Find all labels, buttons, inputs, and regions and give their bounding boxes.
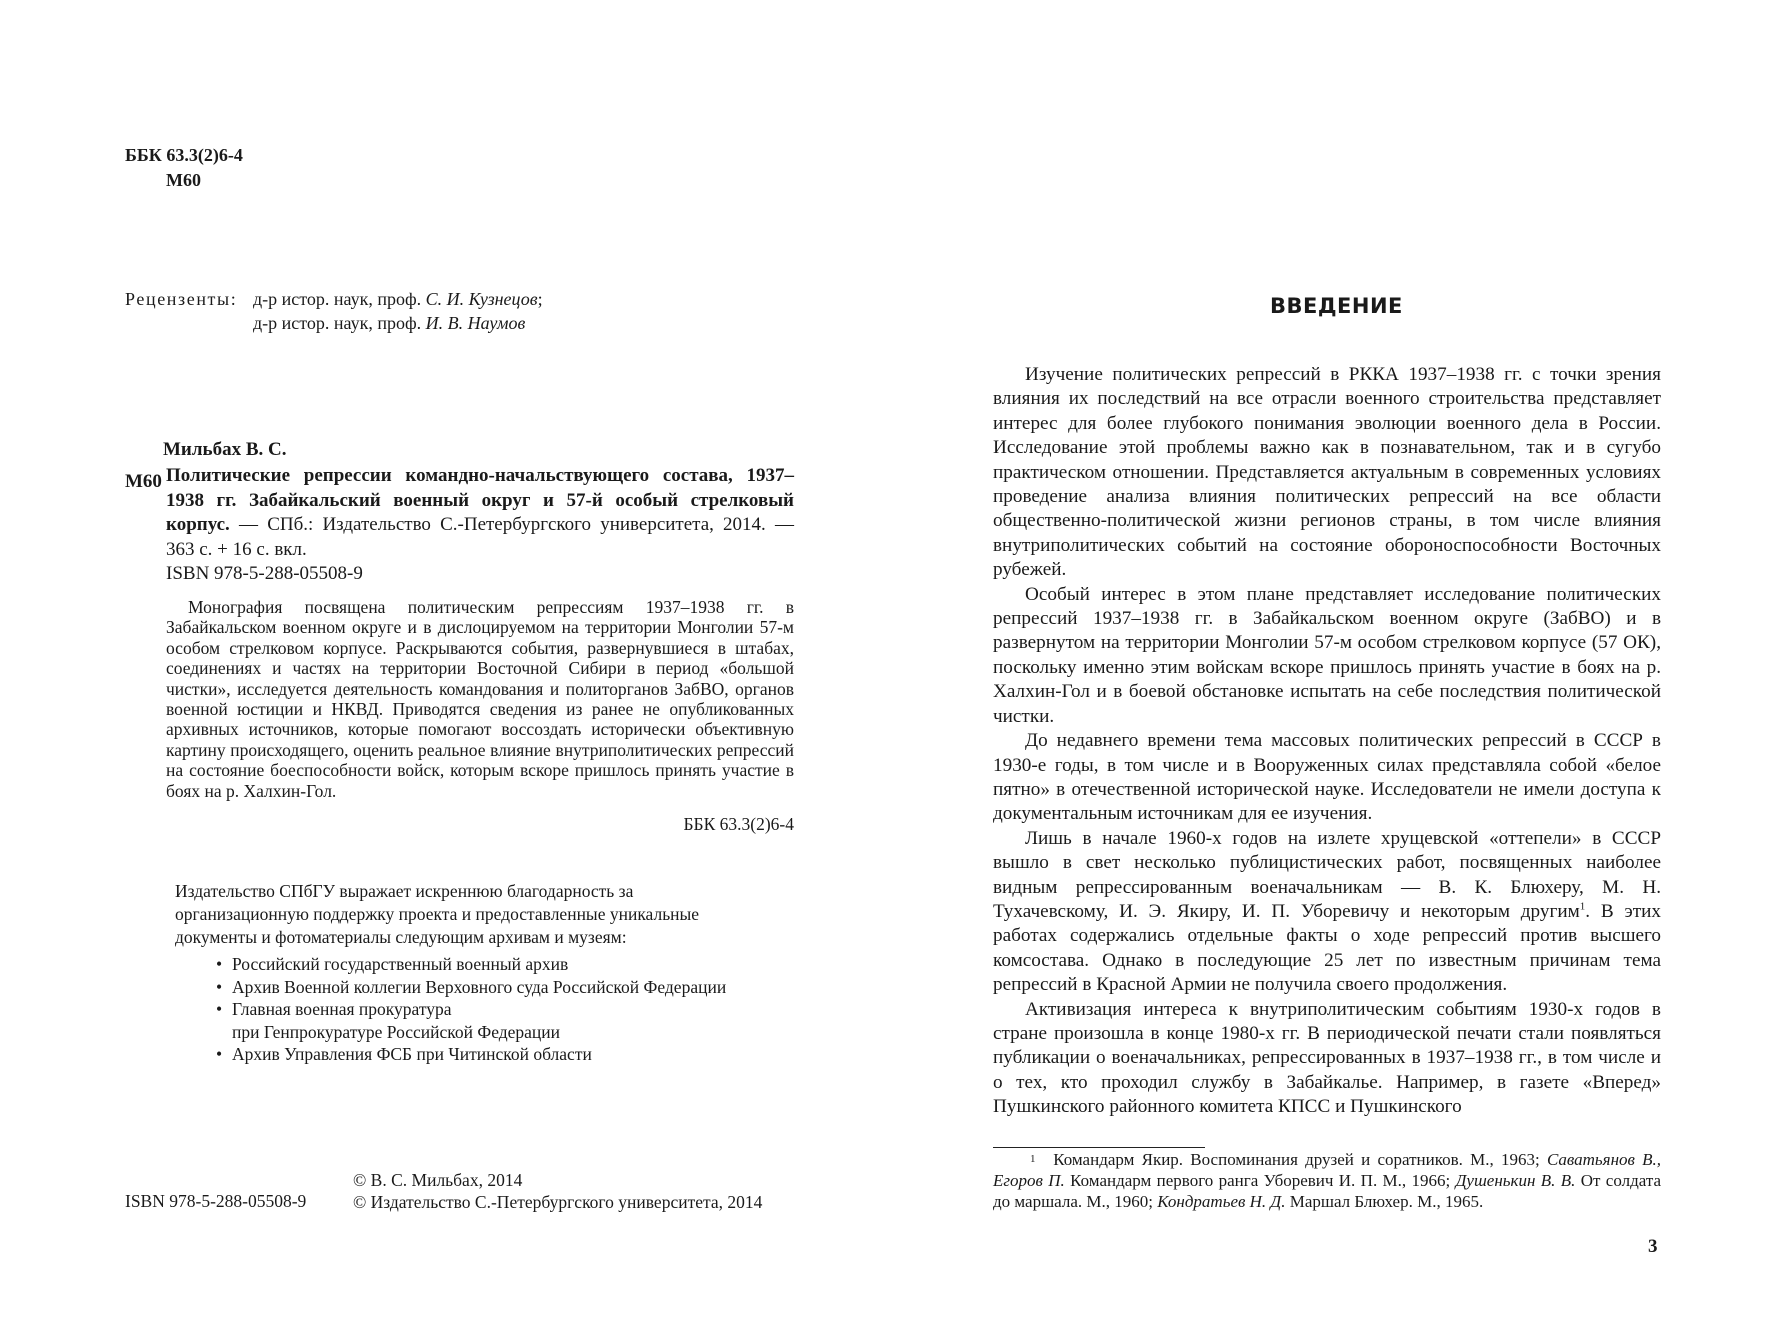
list-item-line: • Главная военная прокуратура — [232, 999, 452, 1019]
paragraph: До недавнего времени тема массовых политических репрессий в СССР в 1930-е годы, в том числе и в Вооруженных силах представляла собой «белое пятно» в отечественной исторической науке. Исследователи не имели доступа к документальным источникам для ее изучения. — [993, 730, 1661, 825]
footnote-text: От солдата до маршала. М., 1960; — [993, 1171, 1662, 1211]
footnote-author: Душенькин В. В. — [1455, 1171, 1576, 1190]
footnote-text: Маршал Блюхер. М., 1965. — [1289, 1192, 1484, 1211]
paragraph: Особый интерес в этом плане представляет исследование политических репрессий 1937–1938 гг. в Забайкальском военном округе (ЗабВО) и в развернутом на территории Монголии 57-м особом стрелковом корпусе (57 ОК), поскольку именно этим войскам вскоре пришлось принять участие в боях на р. Халхин-Гол и в боевой обстановке испытать на себе последствия политической чистки. — [993, 583, 1661, 727]
bbk-bottom: ББК 63.3(2)6-4 — [683, 814, 794, 834]
footnote-number: 1 — [1030, 1153, 1036, 1165]
paragraph-text: . В этих работах содержались отдельные факты о ходе репрессий против высшего комсостава. Однако в последующие 25 лет по известным причинам тема репрессий в Красной Армии не получила своего продолжения. — [993, 900, 1662, 996]
imprint: — СПб.: Издательство С.-Петербургского университета, 2014. — 363 с. + 16 с. вкл. — [166, 514, 794, 560]
footnote-author: Кондратьев Н. Д. — [1157, 1192, 1286, 1211]
footnote-text: Командарм Якир. Воспоминания друзей и соратников. М., 1963; — [1053, 1150, 1540, 1169]
author-name: Мильбах В. С. — [163, 439, 287, 460]
reviewer-1-suffix: ; — [537, 289, 543, 309]
list-item-line: при Генпрокуратуре Российской Федерации — [232, 1021, 561, 1042]
copyright — [353, 1169, 762, 1213]
reviewers — [125, 287, 543, 335]
footnote-text: Командарм первого ранга Уборевич И. П. М., 1966; — [1070, 1171, 1451, 1190]
reviewer-1-prefix: д-р истор. наук, проф. — [253, 289, 422, 309]
paragraph — [993, 827, 1661, 998]
isbn-line: ISBN 978-5-288-05508-9 — [166, 563, 363, 584]
reviewer-1-name: С. И. Кузнецов — [425, 289, 538, 309]
paragraph-text: Лишь в начале 1960-х годов на излете хрущевской «оттепели» в СССР вышло в свет несколько публицистических работ, посвященных наиболее видным репрессированным военачальникам — В. К. Блюхеру, М. Н. Тухачевскому, И. Э. Якиру, И. П. Уборевичу и некоторым другим — [993, 827, 1661, 922]
annotation-text: Монография посвящена политическим репрессиям 1937–1938 гг. в Забайкальском военном округе и в дислоцируемом на территории Монголии 57-м особом стрелковом корпусе. Раскрываются события, развернувшиеся в штабах, соединениях и частях на территории Восточной Сибири в период «большой чистки», исследуется деятельность командования и политорганов ЗабВО, органов военной юстиции и НКВД. Приводятся сведения из ранее не опубликованных архивных источников, которые помогают воссоздать исторически объективную картину происходящего, оценить реальное влияние внутриполитических репрессий на состояние боеспособности войск, которым вскоре пришлось принять участие в боях на р. Халхин-Гол. — [166, 597, 794, 801]
bibliographic-record — [166, 464, 794, 587]
book-title: Политические репрессии командно-начальствующего состава, 1937–1938 гг. Забайкальский военный округ и 57-й особый стрелковый корпус. — [166, 465, 794, 535]
list-item — [232, 998, 755, 1043]
footnote-rule — [993, 1147, 1205, 1148]
reviewers-label: Рецензенты: — [125, 289, 238, 309]
bib-code: М60 — [125, 471, 162, 492]
annotation — [166, 597, 794, 801]
copyright-author: © В. С. Мильбах, 2014 — [353, 1170, 523, 1190]
list-item: • Российский государственный военный архив — [232, 953, 755, 976]
copyright-publisher: © Издательство С.-Петербургского университета, 2014 — [353, 1192, 763, 1212]
acknowledgement — [175, 880, 755, 1066]
footnote — [993, 1149, 1661, 1212]
body-text — [993, 363, 1661, 1120]
list-item: • Архив Управления ФСБ при Читинской области — [232, 1043, 755, 1066]
footnote-author: Саватьянов В., Егоров П. — [993, 1150, 1661, 1190]
footnote-ref[interactable]: 1 — [1579, 900, 1586, 913]
page-number: 3 — [1648, 1236, 1658, 1257]
author-mark: М60 — [166, 170, 201, 190]
archive-list — [175, 953, 755, 1066]
reviewer-2-prefix: д-р истор. наук, проф. — [253, 313, 422, 333]
paragraph: Изучение политических репрессий в РККА 1937–1938 гг. с точки зрения влияния их последствий на все отрасли военного строительства представляет интерес для более глубокого понимания эволюции военного дела в России. Исследование этой проблемы важно как в познавательном, так и в сугубо практическом отношении. Представляется актуальным в современных условиях проведение анализа влияния политических репрессий на все области общественно-политической жизни регионов страны, в том числе влияния внутриполитических событий на состояние обороноспособности Восточных рубежей. — [993, 364, 1661, 581]
chapter-title: ВВЕДЕНИЕ — [1270, 294, 1403, 318]
paragraph: Активизация интереса к внутриполитическим событиям 1930-х годов в стране произошла в конце 1980-х гг. В периодической печати стали появляться публикации о военачальниках, репрессированных в 1937–1938 гг., в том числе и о тех, кто проходил службу в Забайкалье. Например, в газете «Вперед» Пушкинского районного комитета КПСС и Пушкинского — [993, 998, 1661, 1118]
isbn-bottom: ISBN 978-5-288-05508-9 — [125, 1191, 307, 1211]
bbk-code: ББК 63.3(2)6-4 — [125, 145, 243, 165]
bbk-header — [125, 143, 243, 193]
list-item: • Архив Военной коллегии Верховного суда Российской Федерации — [232, 976, 755, 999]
acknowledgement-text: Издательство СПбГУ выражает искреннюю благодарность за организационную поддержку проекта и предоставленные уникальные документы и фотоматериалы следующим архивам и музеям: — [175, 881, 700, 947]
reviewer-2-name: И. В. Наумов — [425, 313, 526, 333]
